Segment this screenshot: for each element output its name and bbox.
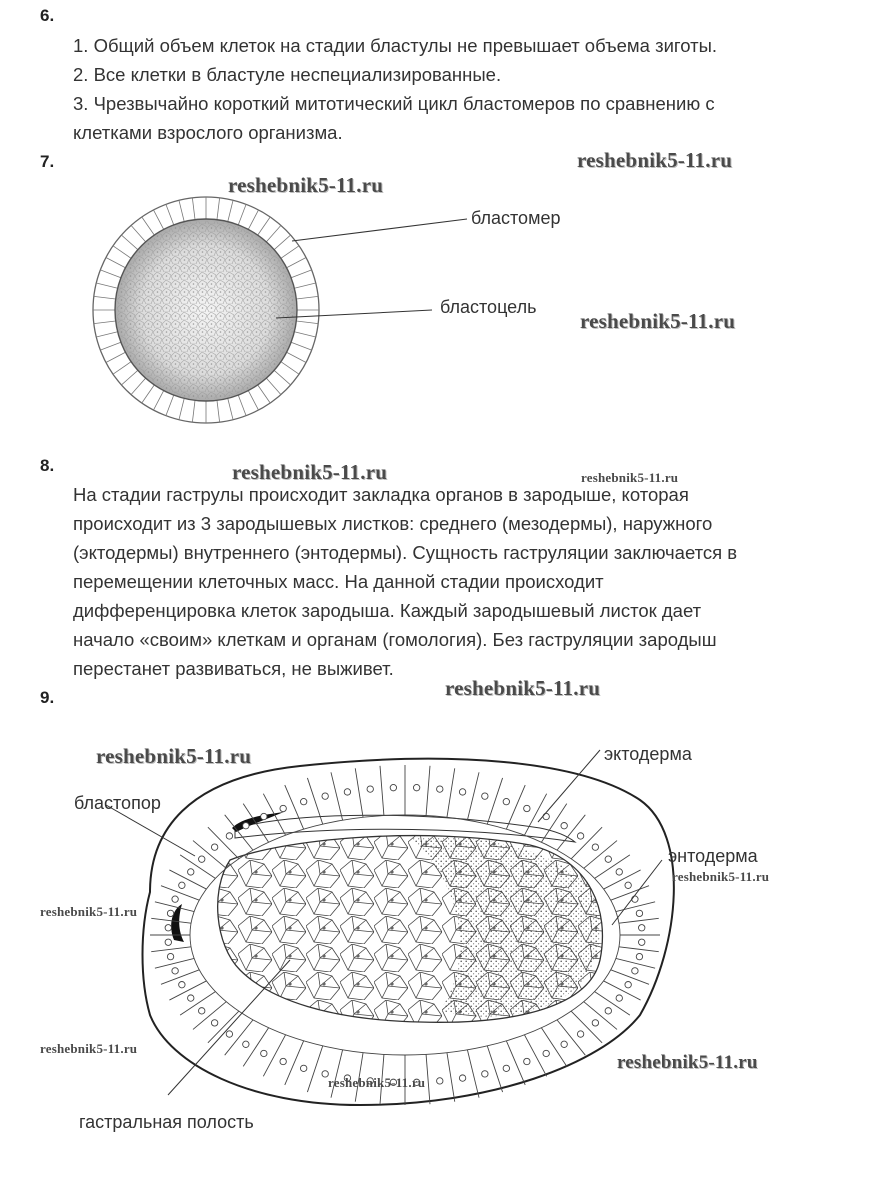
cell-nucleus [632, 896, 638, 902]
blastocoel-label: бластоцель [440, 297, 537, 317]
blastocoel-texture [117, 221, 295, 399]
q8-line-1: На стадии гаструлы происходит закладка органов в зародыше, которая [73, 484, 689, 505]
question-7-number: 7. [40, 152, 55, 171]
cell-nucleus [390, 784, 396, 790]
cell-nucleus [300, 1065, 306, 1071]
cell-nucleus [577, 1031, 583, 1037]
cell-nucleus [459, 1075, 465, 1081]
cell-nucleus [524, 1058, 530, 1064]
cell-nucleus [211, 1020, 217, 1026]
cell-nucleus [592, 844, 598, 850]
watermark: reshebnik5-11.ru [672, 869, 770, 884]
watermark: reshebnik5-11.ru [40, 1041, 138, 1056]
ectoderm-label: эктодерма [604, 744, 692, 764]
watermark: reshebnik5-11.ru [581, 470, 679, 485]
cell-nucleus [300, 798, 306, 804]
q8-line-2: происходит из 3 зародышевых листков: среднего (мезодермы), наружного [73, 513, 713, 534]
watermark: reshebnik5-11.ru [96, 744, 252, 768]
q8-line-3: (эктодермы) внутреннего (энтодермы). Сущность гаструляции заключается в [73, 542, 738, 563]
gastrula-diagram [0, 720, 875, 1160]
watermark: reshebnik5-11.ru [577, 148, 733, 172]
cell-nucleus [367, 786, 373, 792]
question-6-number: 6. [40, 6, 55, 25]
q6-line-3: 3. Чрезвычайно короткий митотический цикл бластомеров по сравнению с [73, 93, 715, 114]
blastomere-label: бластомер [471, 208, 561, 228]
cell-nucleus [199, 856, 205, 862]
cell-nucleus [625, 981, 631, 987]
cell-nucleus [243, 1041, 249, 1047]
cell-nucleus [172, 896, 178, 902]
endoderm-label: энтодерма [668, 846, 758, 866]
cell-nucleus [482, 1071, 488, 1077]
cell-nucleus [561, 1041, 567, 1047]
cell-nucleus [503, 798, 509, 804]
cell-nucleus [524, 805, 530, 811]
cell-nucleus [199, 1008, 205, 1014]
cell-nucleus [165, 939, 171, 945]
cell-nucleus [543, 1050, 549, 1056]
cell-nucleus [636, 953, 642, 959]
cell-nucleus [616, 995, 622, 1001]
watermark: reshebnik5-11.ru [40, 904, 138, 919]
cell-nucleus [561, 823, 567, 829]
cell-nucleus [503, 1065, 509, 1071]
watermark: reshebnik5-11.ru [228, 173, 384, 197]
cell-nucleus [639, 939, 645, 945]
q6-line-2: 2. Все клетки в бластуле неспециализированные. [73, 64, 502, 85]
q8-line-6: начало «своим» клеткам и органам (гомология). Без гаструляции зародыш [73, 629, 717, 650]
cell-nucleus [625, 882, 631, 888]
cell-nucleus [167, 910, 173, 916]
q8-line-5: дифференцировка клеток зародыша. Каждый зародышевый листок дает [73, 600, 702, 621]
cell-nucleus [482, 793, 488, 799]
watermark: reshebnik5-11.ru [232, 460, 388, 484]
cell-nucleus [165, 925, 171, 931]
cell-nucleus [344, 789, 350, 795]
cell-nucleus [543, 813, 549, 819]
cell-nucleus [459, 789, 465, 795]
blastopore-label: бластопор [74, 793, 161, 813]
watermark: reshebnik5-11.ru [328, 1075, 426, 1090]
gastral-cavity-label: гастральная полость [79, 1112, 254, 1132]
cell-nucleus [167, 953, 173, 959]
cell-nucleus [179, 981, 185, 987]
cell-nucleus [243, 823, 249, 829]
watermark: reshebnik5-11.ru [580, 309, 736, 333]
cell-nucleus [592, 1020, 598, 1026]
cell-nucleus [179, 882, 185, 888]
q6-line-1: 1. Общий объем клеток на стадии бластулы не превышает объема зиготы. [73, 35, 718, 56]
cell-nucleus [261, 813, 267, 819]
q8-line-7: перестанет развиваться, не выживет. [73, 658, 394, 679]
blastula-diagram [0, 0, 875, 440]
cell-nucleus [280, 805, 286, 811]
cell-nucleus [616, 869, 622, 875]
question-8-number: 8. [40, 456, 55, 475]
blastomere-pointer-line [292, 219, 467, 241]
q8-line-4: перемещении клеточных масс. На данной стадии происходит [73, 571, 604, 592]
cell-nucleus [605, 1008, 611, 1014]
cell-nucleus [280, 1058, 286, 1064]
question-9-number: 9. [40, 688, 55, 707]
cell-nucleus [211, 844, 217, 850]
cell-nucleus [226, 1031, 232, 1037]
cell-nucleus [322, 793, 328, 799]
cell-nucleus [188, 995, 194, 1001]
cell-nucleus [226, 833, 232, 839]
watermark: reshebnik5-11.ru [617, 1052, 758, 1073]
cell-nucleus [605, 856, 611, 862]
cell-nucleus [639, 925, 645, 931]
cell-nucleus [577, 833, 583, 839]
cell-nucleus [172, 968, 178, 974]
cell-nucleus [188, 869, 194, 875]
q6-line-4: клетками взрослого организма. [73, 122, 343, 143]
cell-nucleus [413, 784, 419, 790]
cell-nucleus [636, 910, 642, 916]
cell-nucleus [437, 786, 443, 792]
watermark: reshebnik5-11.ru [445, 676, 601, 700]
cell-nucleus [261, 1050, 267, 1056]
cell-nucleus [437, 1078, 443, 1084]
cell-nucleus [632, 968, 638, 974]
